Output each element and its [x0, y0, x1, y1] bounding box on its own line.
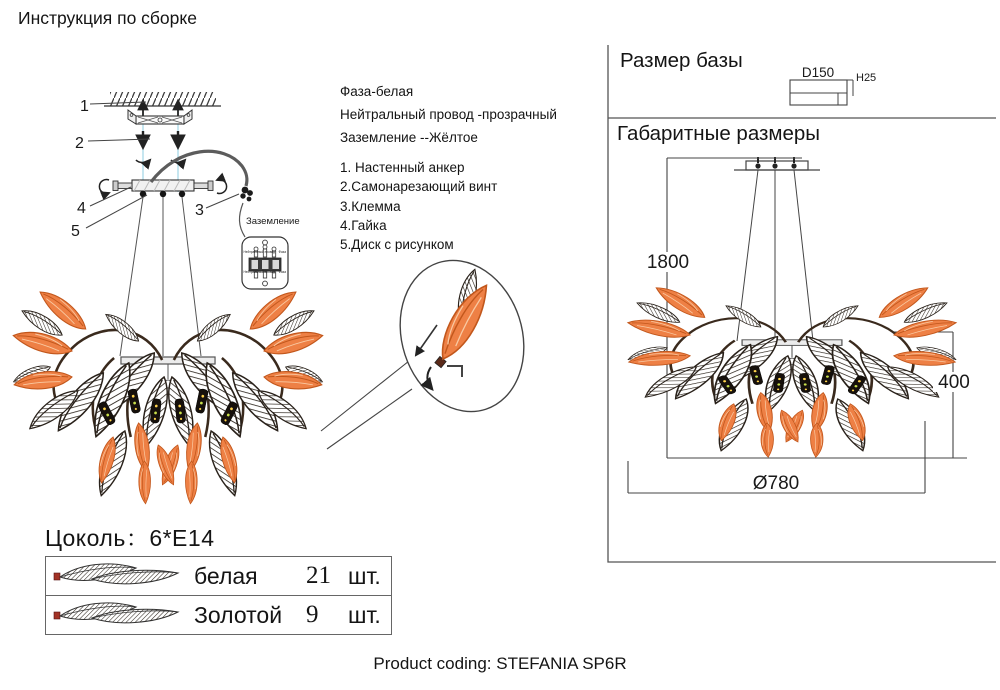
overall-size-heading: Габаритные размеры — [617, 122, 821, 145]
gold-leaf-illustration — [50, 599, 188, 631]
callout-3: 3 — [195, 202, 204, 219]
lamp-qty: 21 — [306, 562, 331, 589]
part-item-1: 1. Настенный анкер — [340, 160, 465, 175]
product-coding: Product coding: STEFANIA SP6R — [373, 654, 627, 673]
part-item-5: 5.Диск с рисунком — [340, 237, 454, 253]
white-leaf-illustration — [50, 560, 188, 592]
base-diameter-label: D150 — [801, 65, 835, 80]
terminal-left-label-1: Нейтральный провод — [243, 250, 276, 254]
terminal-right-label-1: Фаза — [278, 250, 286, 254]
mounting-bar — [99, 180, 226, 198]
chandelier-illustration-right — [626, 284, 957, 457]
wiring-ground: Заземление --Жёлтое — [340, 130, 478, 145]
leaf-zoom-detail — [321, 244, 543, 449]
base-height-label: H25 — [856, 72, 877, 84]
part-item-4: 4.Гайка — [340, 217, 387, 233]
wiring-neutral: Нейтральный провод -прозрачный — [340, 107, 557, 122]
lamp-color-name: белая — [194, 562, 258, 589]
lamp-table-row — [46, 557, 391, 595]
page-title: Инструкция по сборке — [18, 8, 197, 28]
terminal-left-label-2: Нейтральный провод — [243, 270, 276, 274]
callout-1: 1 — [80, 98, 89, 115]
base-size-heading: Размер базы — [620, 49, 743, 72]
base-size-figure — [790, 65, 876, 105]
callout-2: 2 — [75, 135, 84, 152]
lamp-qty: 9 — [306, 601, 319, 628]
lamp-unit: шт. — [348, 601, 381, 628]
wire-clamp — [240, 187, 253, 202]
parts-list — [340, 158, 497, 254]
drop-dimension: 1800 — [646, 252, 690, 273]
terminal-title: Заземление — [246, 216, 300, 227]
lamp-count-table — [45, 556, 392, 635]
wiring-phase: Фаза-белая — [340, 84, 414, 99]
callout-5: 5 — [71, 223, 80, 240]
terminal-right-label-2: Фаза — [278, 270, 286, 274]
part-item-3: 3.Клемма — [340, 198, 401, 214]
chandelier-illustration-left — [12, 288, 324, 505]
body-dimension: 400 — [938, 372, 970, 393]
part-item-2: 2.Самонарезающий винт — [340, 179, 498, 195]
callout-4: 4 — [77, 200, 86, 217]
terminal-detail — [242, 216, 300, 289]
ceiling-hatch — [110, 92, 216, 106]
lamp-unit: шт. — [348, 562, 381, 589]
lamp-table-row — [46, 595, 391, 634]
wiring-legend — [340, 80, 557, 149]
lamp-color-name: Золотой — [194, 601, 283, 628]
mounting-strap — [128, 110, 192, 124]
width-dimension: Ø780 — [752, 473, 800, 494]
socket-spec: Цоколь：6*E14 — [45, 525, 215, 551]
